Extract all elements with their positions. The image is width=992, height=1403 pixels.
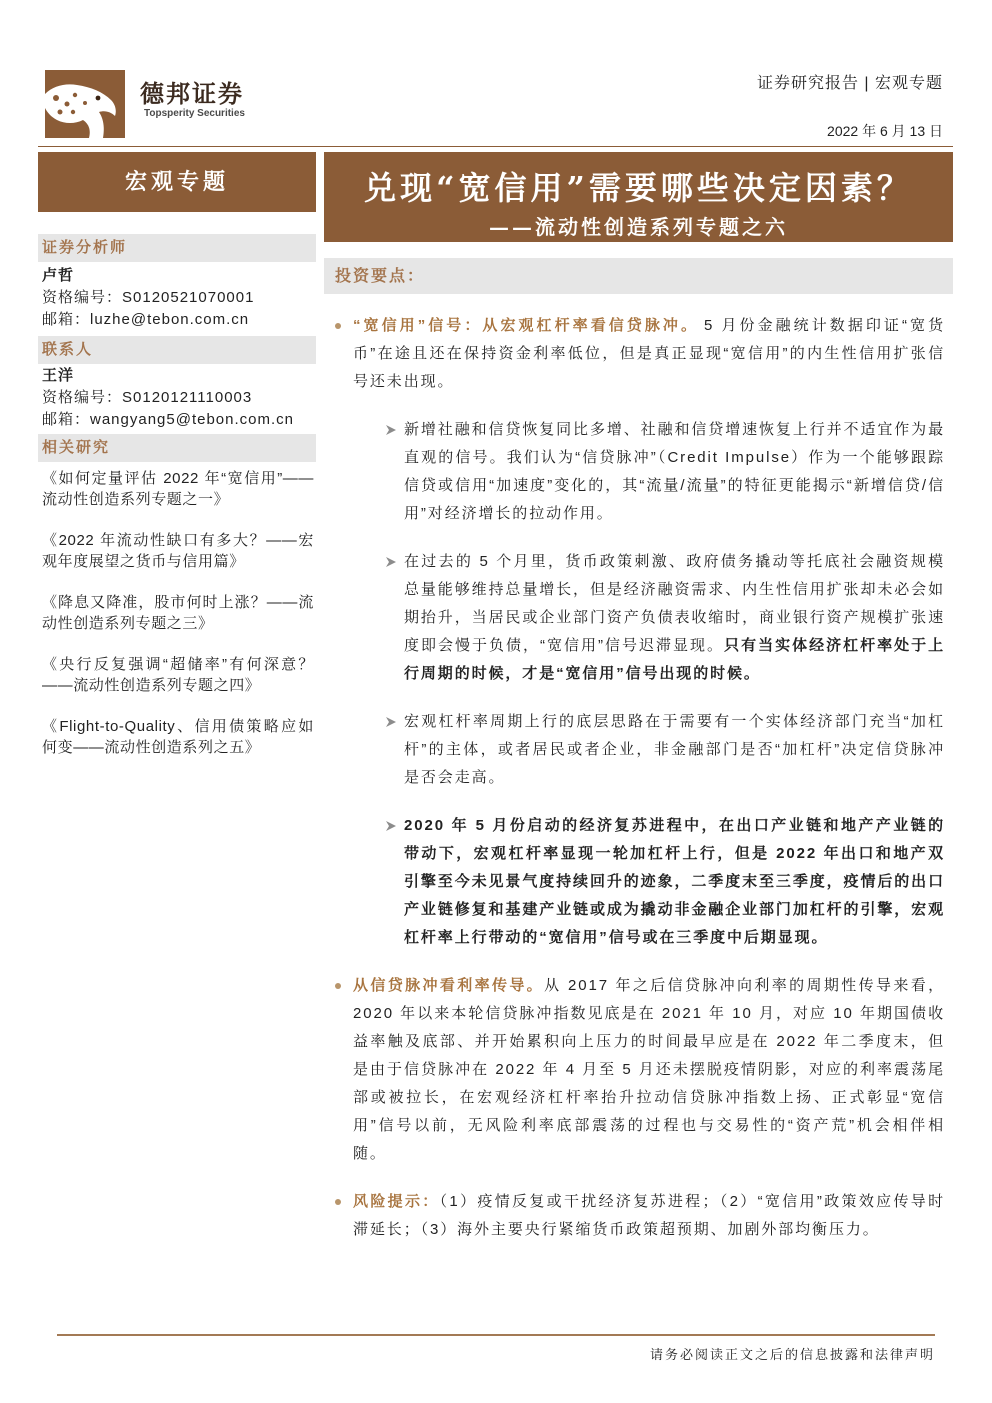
- key-points-list: [335, 312, 945, 1244]
- sub-point-emphasis: 只有当实体经济杠杆率处于上行周期的时候，才是“宽信用”信号出现的时候。: [404, 637, 946, 682]
- contact-name: 王洋: [42, 367, 75, 384]
- related-research-item: 《如何定量评估 2022 年“宽信用”——流动性创造系列专题之一》: [42, 470, 314, 508]
- arrow-bullet-shape: [386, 557, 396, 567]
- sub-point: [384, 548, 945, 688]
- key-point-body: 5 月份金融统计数据印证“宽货币”在途且还在保持资金利率低位，但是真正显现“宽信用”的内生性信用扩张信号还未出现。: [353, 317, 945, 390]
- sub-point: [384, 416, 945, 528]
- contact-email: 邮箱：wangyang5@tebon.com.cn: [42, 411, 295, 428]
- logo-eye: [96, 96, 101, 101]
- category-box: 宏观专题: [38, 152, 316, 212]
- related-research-item: 《央行反复强调“超储率”有何深意？——流动性创造系列专题之四》: [42, 656, 314, 694]
- arrow-bullet-icon: [386, 557, 396, 567]
- report-type-label: 证券研究报告 | 宏观专题: [756, 75, 943, 92]
- header-divider: [38, 146, 953, 147]
- key-point-lead: “宽信用”信号：从宏观杠杆率看信贷脉冲。: [353, 317, 700, 334]
- key-point-lead: 风险提示：: [353, 1193, 440, 1210]
- logo-wordmark: [140, 80, 245, 120]
- analyst-heading: 证券分析师: [42, 239, 128, 256]
- arrow-bullet-shape: [386, 821, 396, 831]
- sub-point-text: [404, 548, 945, 688]
- key-points-heading: 投资要点：: [335, 266, 426, 285]
- bullet-dot-icon: [335, 983, 341, 989]
- arrow-bullet-shape: [386, 425, 396, 435]
- related-research-item: 《降息又降准，股市何时上涨？——流动性创造系列专题之三》: [42, 594, 314, 632]
- key-point-body: 从 2017 年之后信贷脉冲向利率的周期性传导来看，2020 年以来本轮信贷脉冲指数见底是在 2021 年 10 月，对应 10 年期国债收益率触及底部、并开始累积向上压力的时间最早应是在 2022 年二季度末，但是由于信贷脉冲在 2022 年 4 月至 5 月还未摆脱疫情阴影，对应的利率震荡尾部或被拉长，在宏观经济杠杆率抬升拉动信贷脉冲指数上扬、正式彰显“宽信用”信号以前，无风险利率底部震荡的过程也与交易性的“资产荒”机会相伴相随。: [353, 977, 946, 1162]
- title-box: [324, 152, 953, 242]
- analyst-heading-bar: [38, 234, 316, 262]
- logo-spot: [83, 101, 87, 105]
- bullet-dot-icon: [335, 323, 341, 329]
- contact-heading: 联系人: [42, 341, 94, 358]
- logo-spot: [71, 110, 75, 114]
- contact-info: [42, 365, 314, 431]
- cheetah-logo-icon: [45, 70, 125, 138]
- key-point-text: [353, 1188, 945, 1244]
- logo-name-en: Topsperity Securities: [144, 108, 245, 119]
- key-point-body: （1）疫情反复或干扰经济复苏进程；（2）“宽信用”政策效应传导时滞延长；（3）海外主要央行紧缩货币政策超预期、加剧外部均衡压力。: [353, 1193, 945, 1238]
- sub-point-text: [404, 708, 945, 792]
- sub-point-body: 宏观杠杆率周期上行的底层思路在于需要有一个实体经济部门充当“加杠杆”的主体，或者居民或者企业，非金融部门是否“加杠杆”决定信贷脉冲是否会走高。: [404, 713, 945, 786]
- contact-heading-bar: [38, 336, 316, 364]
- logo-name-cn: 德邦证券: [140, 80, 244, 108]
- sub-point-body: 新增社融和信贷恢复同比多增、社融和信贷增速恢复上行并不适宜作为最直观的信号。我们认为“信贷脉冲”（Credit Impulse）作为一个能够跟踪信贷或信用“加速度”变化的，其“流量/流量”的特征更能揭示“新增信贷/信用”对经济增长的拉动作用。: [404, 421, 945, 522]
- report-subtitle: ——流动性创造系列专题之六: [489, 215, 788, 239]
- analyst-cert: 资格编号：S0120521070001: [42, 289, 255, 306]
- footer-divider: [57, 1334, 935, 1336]
- related-research-list: [42, 468, 314, 778]
- sub-point-text: [404, 416, 945, 528]
- sub-point-body: 在过去的 5 个月里，货币政策刺激、政府债务撬动等托底社会融资规模总量能够维持总量增长，但是经济融资需求、内生性信用扩张却未必会如期抬升，当居民或企业部门资产负债表收缩时，商业银行资产规模扩张速度即会慢于负债，“宽信用”信号迟滞显现。: [404, 553, 945, 654]
- key-point: [335, 972, 945, 1168]
- related-heading-bar: [38, 434, 316, 462]
- logo-spot: [65, 102, 70, 107]
- sub-point-emphasis: 2020 年 5 月份启动的经济复苏进程中，在出口产业链和地产产业链的带动下，宏观杠杆率显现一轮加杠杆上行，但是 2022 年出口和地产双引擎至今未见景气度持续回升的迹象，二季度末至三季度，疫情后的出口产业链修复和基建产业链或成为撬动非金融企业部门加杠杆的引擎，宏观杠杆率上行带动的“宽信用”信号或在三季度中后期显现。: [404, 817, 945, 946]
- arrow-bullet-shape: [386, 717, 396, 727]
- key-point: [335, 1188, 945, 1244]
- report-date: 2022 年 6 月 13 日: [827, 123, 943, 139]
- analyst-email: 邮箱：luzhe@tebon.com.cn: [42, 311, 250, 328]
- arrow-bullet-icon: [386, 821, 396, 831]
- key-point-lead: 从信贷脉冲看利率传导。: [353, 977, 545, 994]
- related-research-item: 《2022 年流动性缺口有多大？——宏观年度展望之货币与信用篇》: [42, 532, 314, 570]
- analyst-info: [42, 265, 314, 331]
- sub-point: [384, 812, 945, 952]
- sub-point: [384, 708, 945, 792]
- report-title: 兑现“宽信用”需要哪些决定因素？: [364, 169, 913, 207]
- logo-spot: [73, 93, 77, 97]
- related-heading: 相关研究: [42, 439, 111, 456]
- contact-cert: 资格编号：S0120121110003: [42, 389, 253, 406]
- related-research-item: 《Flight-to-Quality、信用债策略应如何变——流动性创造系列之五》: [42, 718, 314, 756]
- key-point: [335, 312, 945, 396]
- sub-point-text: [404, 812, 945, 952]
- bullet-dot-icon: [335, 1199, 341, 1205]
- key-point-text: [353, 972, 945, 1168]
- arrow-bullet-icon: [386, 717, 396, 727]
- logo-spot: [53, 95, 59, 101]
- analyst-name: 卢哲: [42, 267, 75, 284]
- footer-disclaimer: 请务必阅读正文之后的信息披露和法律声明: [649, 1347, 935, 1362]
- key-points-heading-bar: [324, 258, 953, 294]
- key-point-text: [353, 312, 945, 396]
- arrow-bullet-icon: [386, 425, 396, 435]
- logo-spot: [58, 110, 63, 115]
